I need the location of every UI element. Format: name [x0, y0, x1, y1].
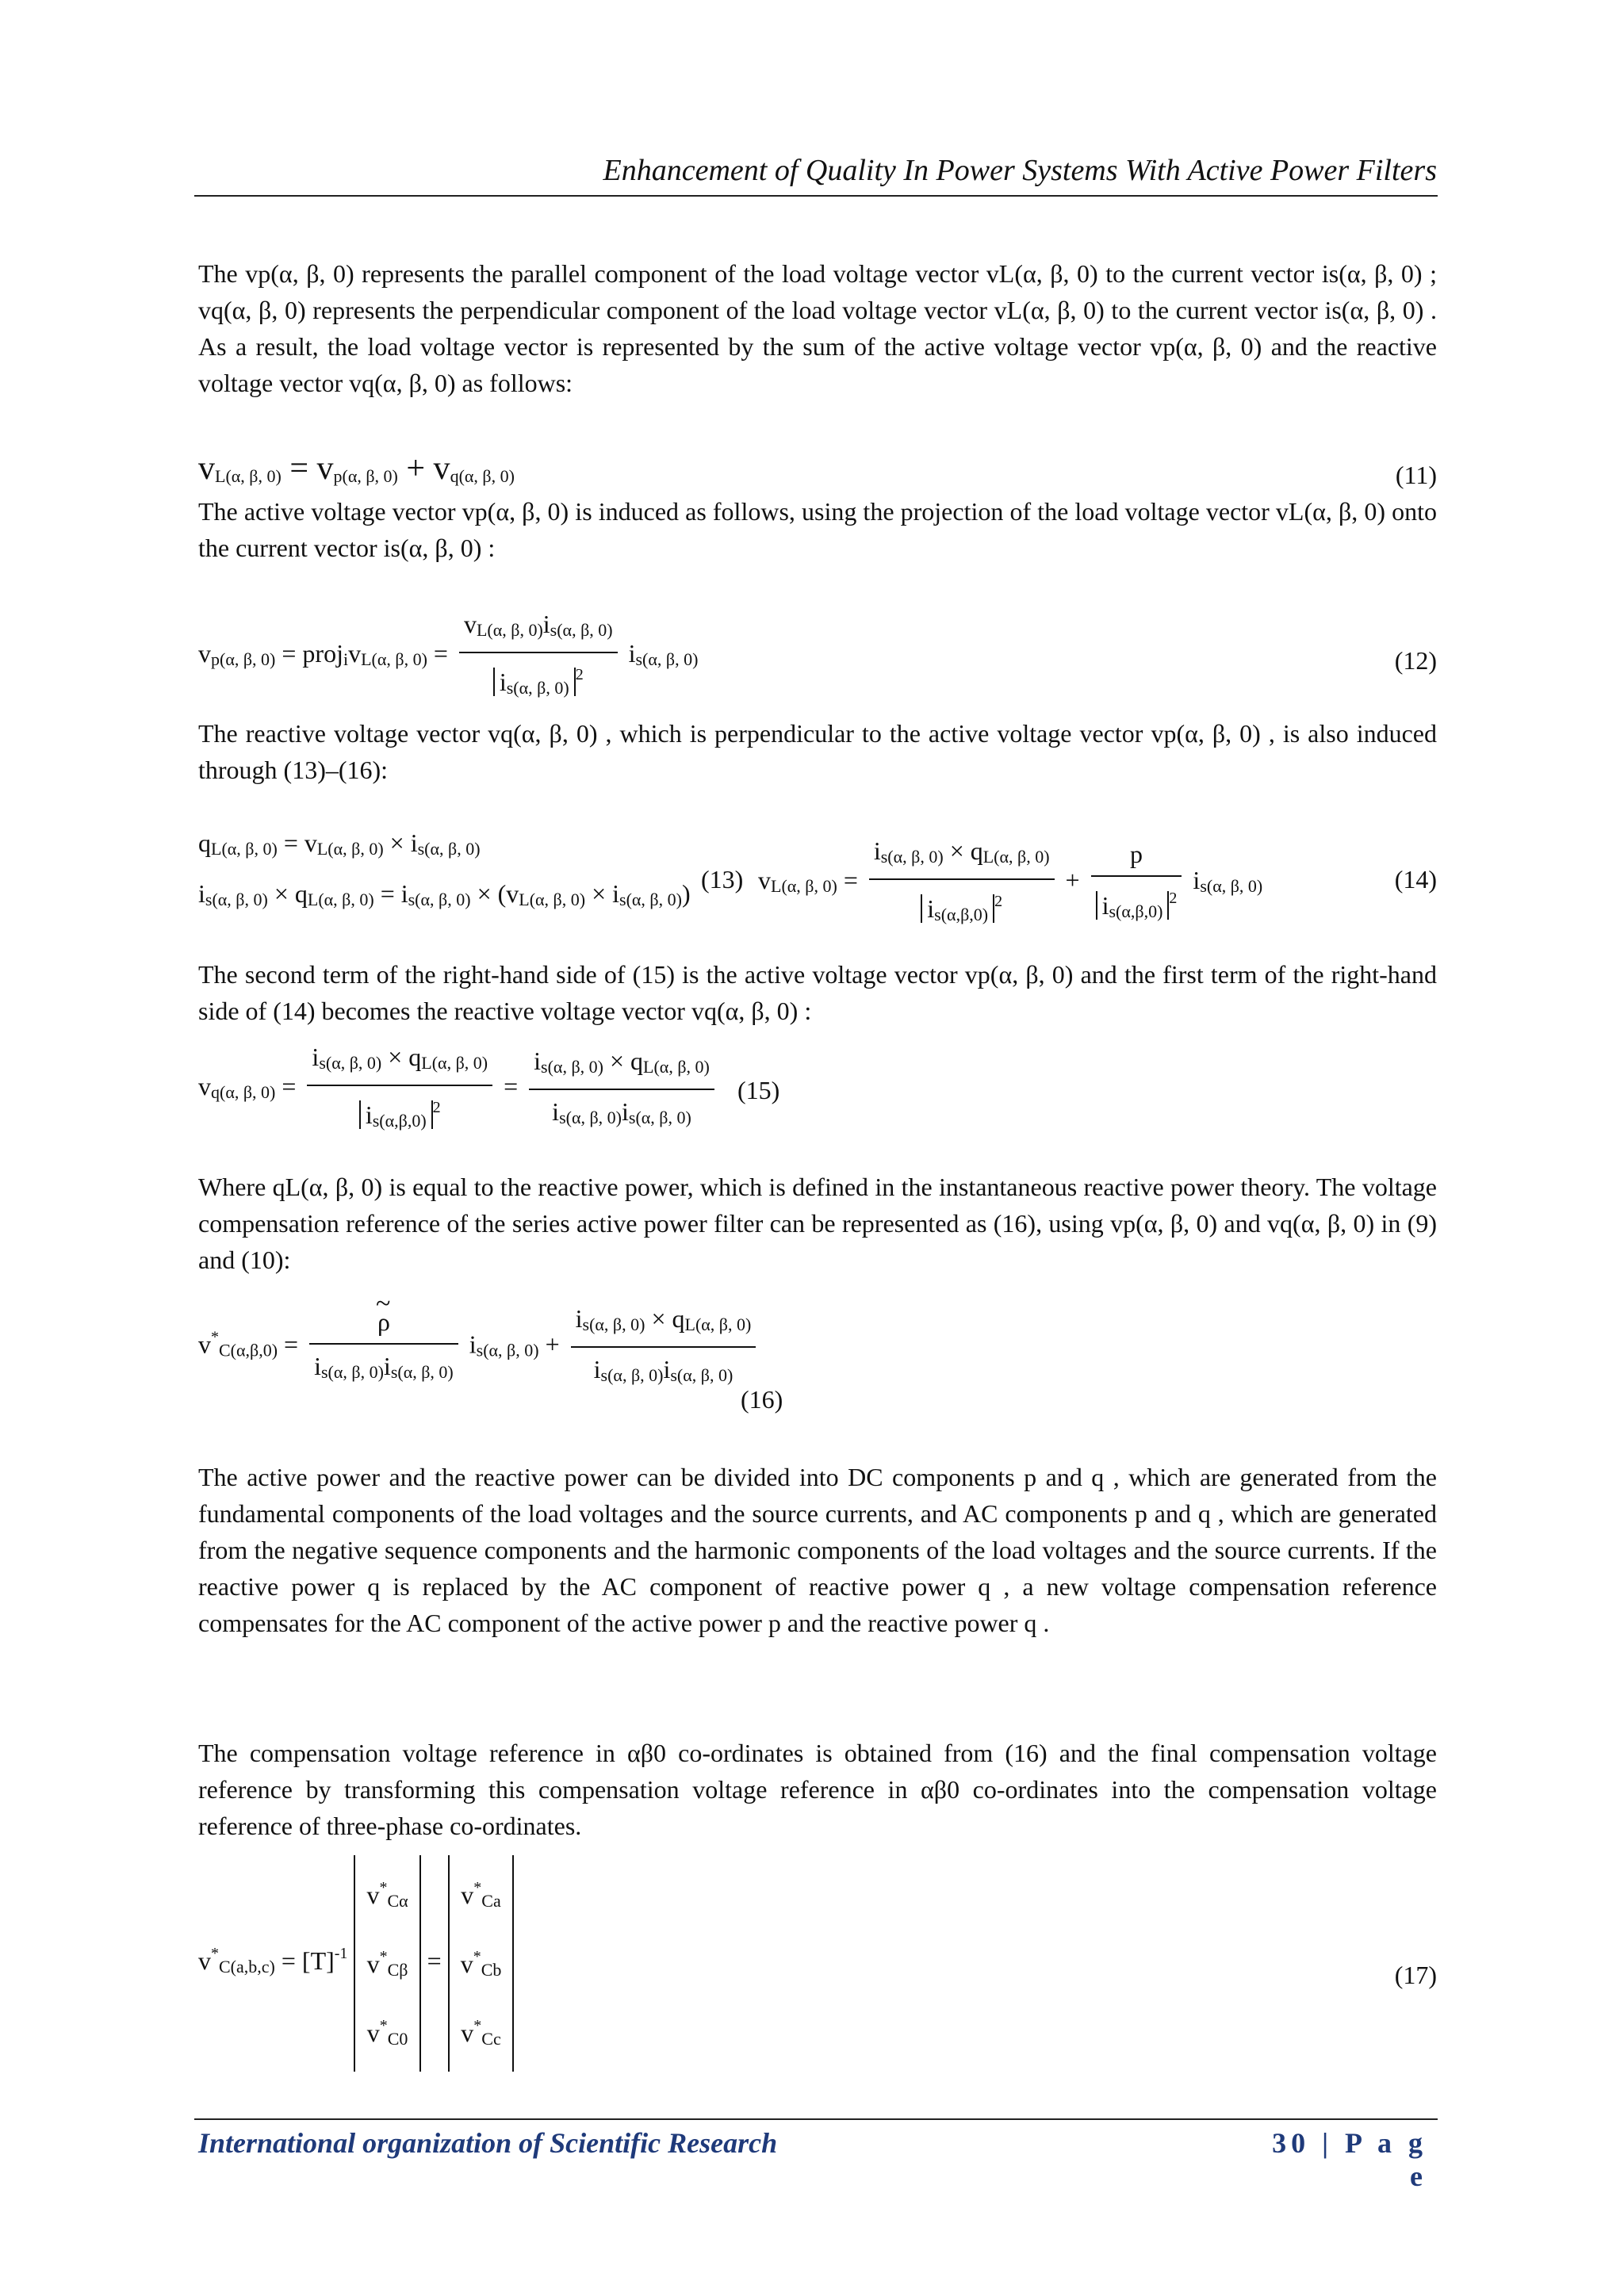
matrix-abc: v*Ca v*Cb v*Cc	[448, 1855, 515, 2072]
paragraph-5-text: Where qL(α, β, 0) is equal to the reactive power, which is defined in the instantaneous reactive power theory. The voltage compensation reference of the series active power filter can be represented as (16), using vp(α, β, 0) and vq(α, β, 0) in (9) and (10):	[198, 1173, 1437, 1274]
equation-14: vL(α, β, 0) = $\frac{is(\alpha, \beta, 0) \times qL(\alpha, \beta, 0)}{is(\alpha,\beta,0)^2}$ + $\frac{p}{is(\alpha,\beta,0)^2}$ is(α, β, 0)	[758, 832, 1262, 933]
paragraph-7-text: The compensation voltage reference in αβ0 co-ordinates is obtained from (16) and the final compensation voltage reference by transforming this compensation voltage reference in αβ0 co-ordinates into the compensation voltage reference of three-phase co-ordinates.	[198, 1739, 1437, 1840]
matrix-alpha-beta-zero: v*Cα v*Cβ v*C0	[354, 1855, 420, 2072]
equation-11-number: (11)	[1395, 461, 1437, 489]
equation-16: v*C(α,β,0) = ~ $\frac{\rho}{is(\alpha, \beta, 0)is(\alpha, \beta, 0)}$ is(α, β, 0) + $\frac{is(\alpha, \beta, 0) \times qL(\alpha, \beta, 0)}{is(\alpha, \beta, 0)is(\alpha, \beta, 0)}$	[198, 1300, 760, 1394]
equation-13-line-2: is(α, β, 0) × qL(α, β, 0) = is(α, β, 0) × (vL(α, β, 0) × is(α, β, 0))	[198, 879, 691, 909]
header-rule	[194, 195, 1438, 197]
paragraph-1	[198, 255, 1437, 401]
equation-16-number: (16)	[741, 1385, 783, 1414]
paragraph-3-text: The reactive voltage vector vq(α, β, 0) , which is perpendicular to the active voltage vector vp(α, β, 0) , is also induced through (13)–(16):	[198, 719, 1437, 784]
equation-13-number: (13)	[701, 865, 744, 894]
paragraph-1-text: The vp(α, β, 0) represents the parallel component of the load voltage vector vL(α, β, 0) to the current vector is(α, β, 0) ; vq(α, β, 0) represents the perpendicular component of the load voltage vector vL(α, β, 0) to the current vector is(α, β, 0) . As a result, the load voltage vector is represented by the sum of the active voltage vector vp(α, β, 0) and the reactive voltage vector vq(α, β, 0) as follows:	[198, 259, 1437, 397]
footer-rule	[194, 2118, 1438, 2120]
running-header: Enhancement of Quality In Power Systems With Active Power Filters	[603, 154, 1437, 187]
footer-organization: International organization of Scientific Research	[198, 2127, 778, 2159]
paragraph-3	[198, 715, 1437, 788]
paragraph-2-text: The active voltage vector vp(α, β, 0) is induced as follows, using the projection of the load voltage vector vL(α, β, 0) onto the current vector is(α, β, 0) :	[198, 497, 1437, 562]
equation-12-number: (12)	[1394, 646, 1437, 675]
page-number: 30 | P a g e	[1272, 2127, 1427, 2192]
equation-14-number: (14)	[1394, 865, 1437, 894]
paragraph-6	[198, 1459, 1437, 1641]
equation-11: vL(α, β, 0) = vp(α, β, 0) + vq(α, β, 0)	[198, 450, 515, 487]
equation-17: $v^*C(a,b,c) = [T]^{-1}$ v*Cα v*Cβ v*C0 = v*Ca v*Cb v*Cc	[198, 1855, 514, 2072]
equation-12: vp(α, β, 0) = projivL(α, β, 0) = $\frac{vL(\alpha, \beta, 0)is(\alpha, \beta, 0)}{is(\alpha, \beta, 0)^2}$ is(α, β, 0)	[198, 606, 698, 706]
paragraph-4-text: The second term of the right-hand side of (15) is the active voltage vector vp(α, β, 0) and the first term of the right-hand side of (14) becomes the reactive voltage vector vq(α, β, 0) :	[198, 960, 1437, 1025]
paragraph-7	[198, 1735, 1437, 1844]
paragraph-4	[198, 956, 1437, 1029]
paragraph-6-text: The active power and the reactive power can be divided into DC components p and q , which are generated from the fundamental components of the load voltages and the source currents, and AC components p and q , which are generated from the negative sequence components and the harmonic components of the load voltages and the source currents. If the reactive power q is replaced by the AC component of reactive power q , a new voltage compensation reference compensates for the AC component of the active power p and the reactive power q .	[198, 1463, 1437, 1637]
equation-17-number: (17)	[1394, 1961, 1437, 1989]
paragraph-5	[198, 1169, 1437, 1278]
paragraph-2	[198, 493, 1437, 566]
equation-15: vq(α, β, 0) = $\frac{is(\alpha, \beta, 0) \times qL(\alpha, \beta, 0)}{is(\alpha,\beta,0)^2}$ = $\frac{is(\alpha, \beta, 0) \times qL(\alpha, \beta, 0)}{is(\alpha, \beta, 0)is(\alpha, \beta, 0)}$	[198, 1039, 719, 1139]
equation-15-number: (15)	[737, 1076, 780, 1104]
equation-13-line-1: qL(α, β, 0) = vL(α, β, 0) × is(α, β, 0)	[198, 828, 481, 859]
